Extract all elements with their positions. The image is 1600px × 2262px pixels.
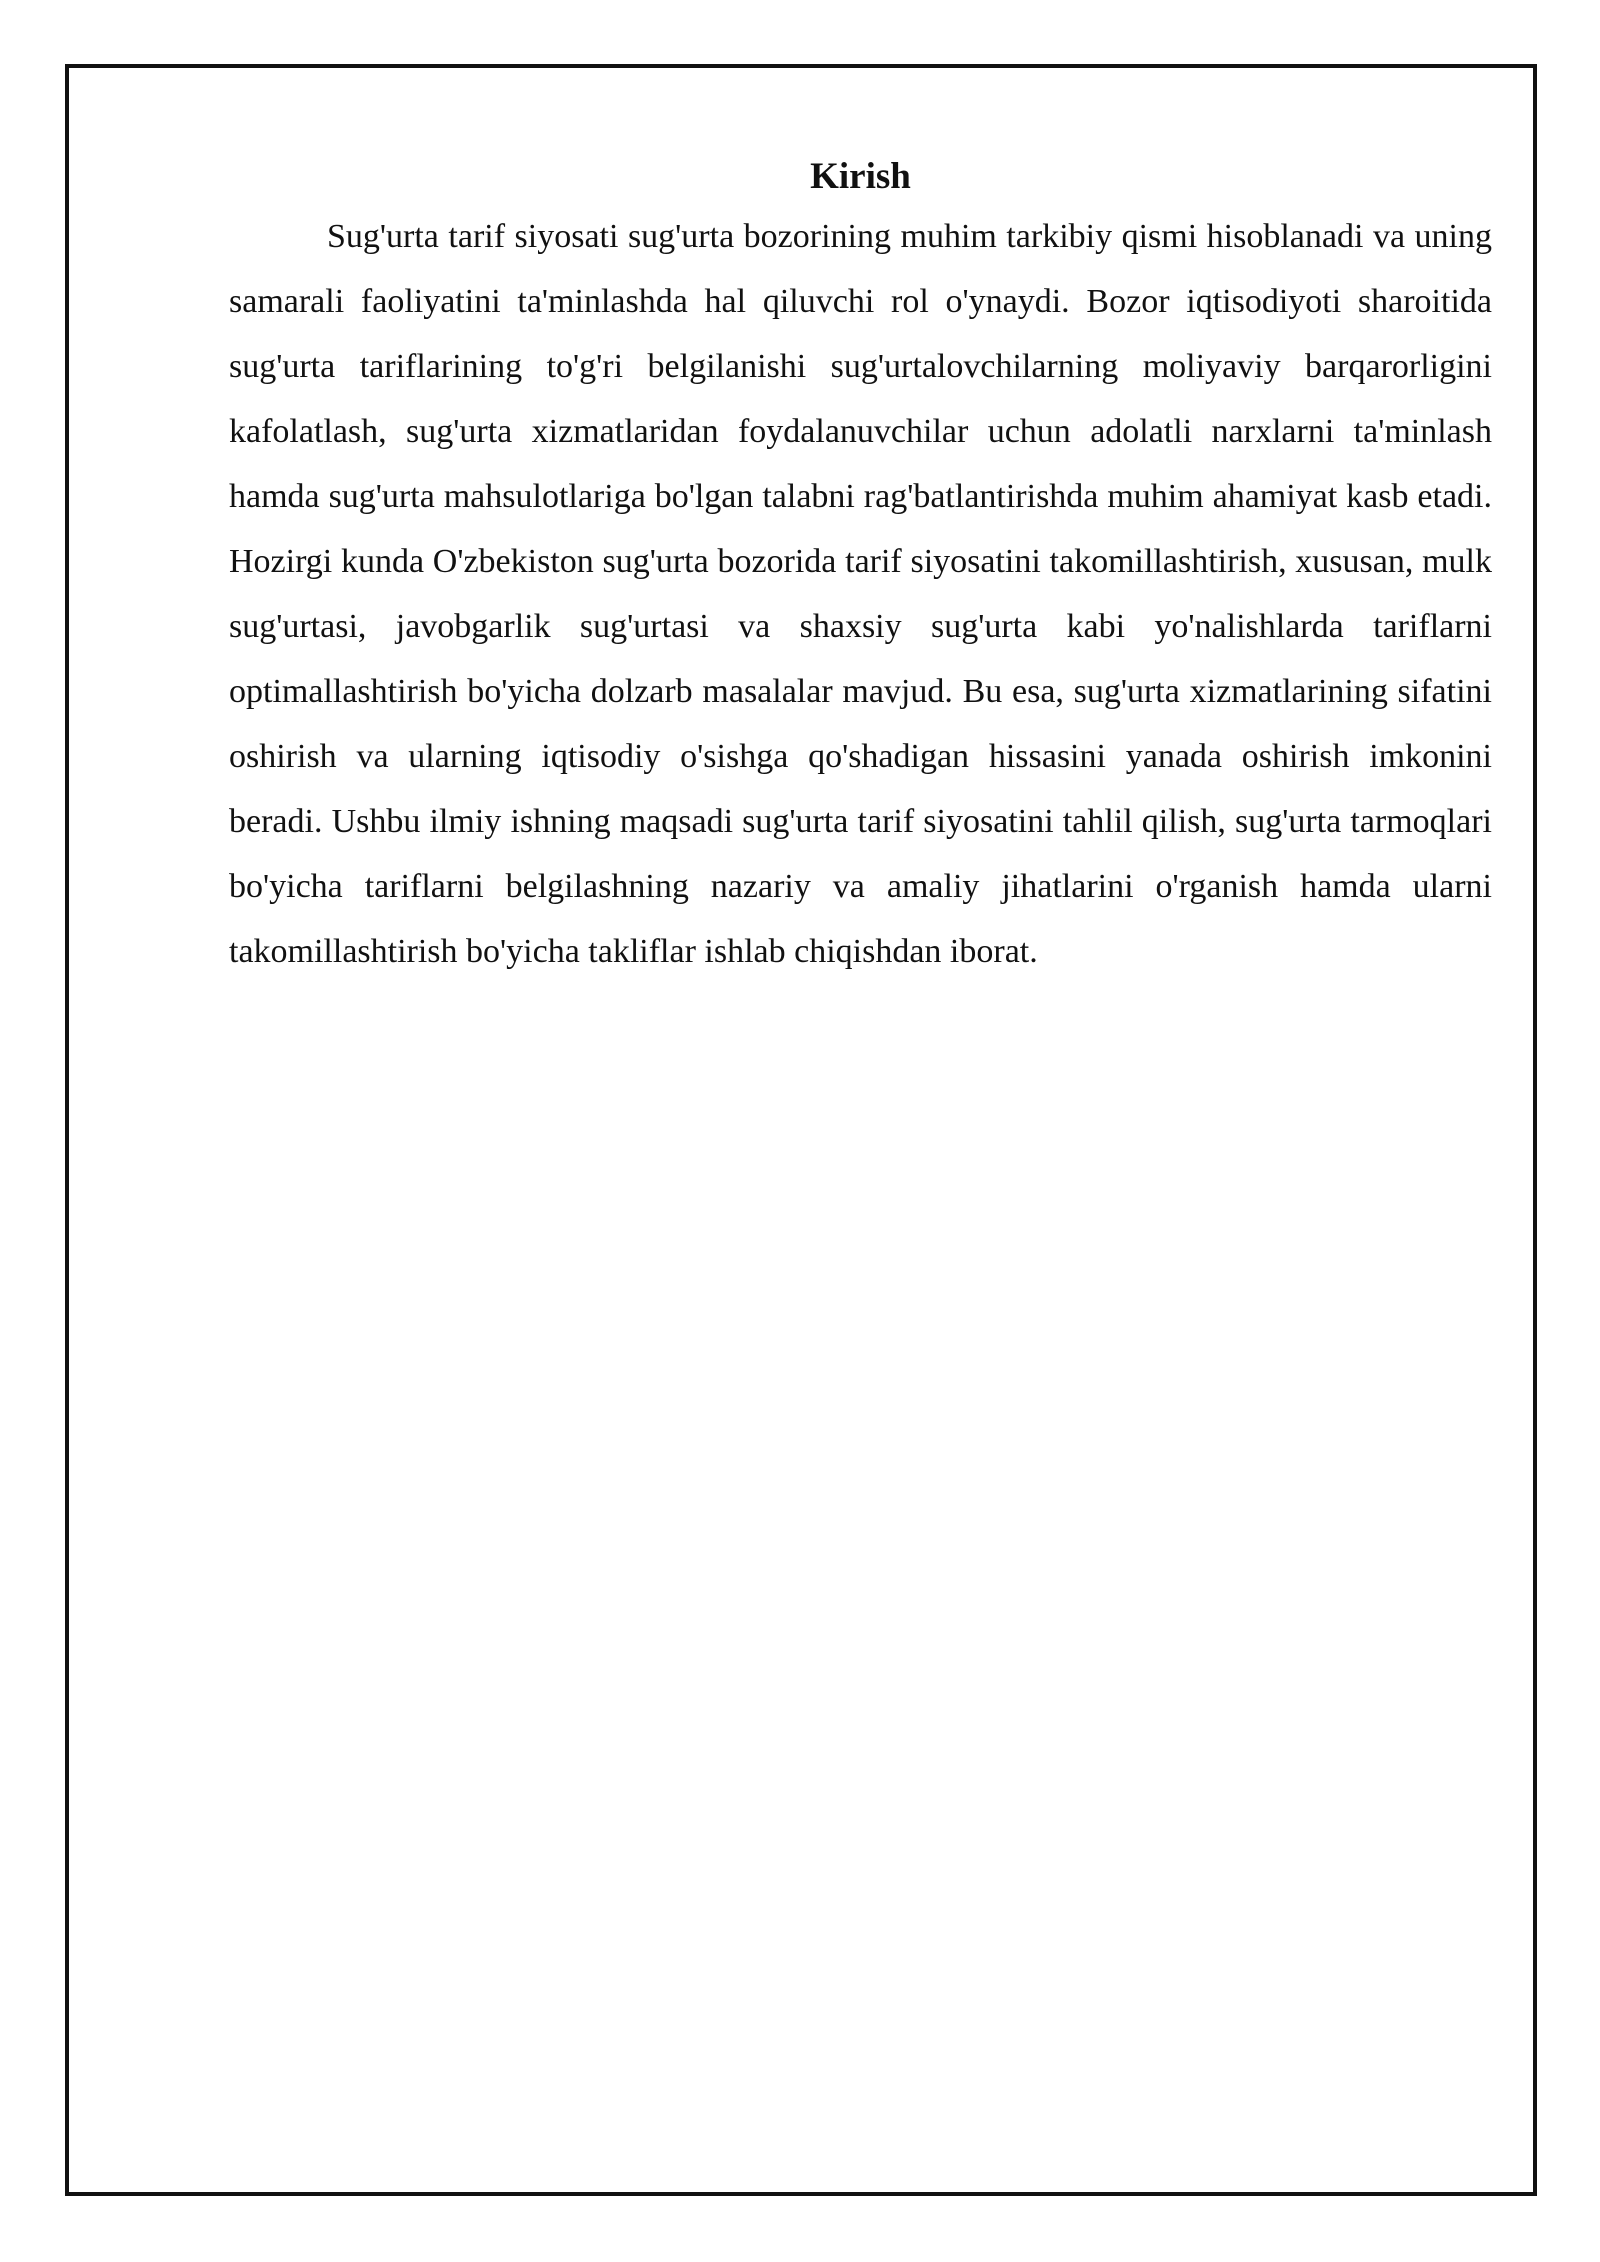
page-title: Kirish: [810, 156, 911, 197]
intro-paragraph: Sug'urta tarif siyosati sug'urta bozorining muhim tarkibiy qismi hisoblanadi va uning samarali faoliyatini ta'minlashda hal qiluvchi rol o'ynaydi. Bozor iqtisodiyoti sharoitida sug'urta tariflarining to'g'ri belgilanishi sug'urtalovchilarning moliyaviy barqarorligini kafolatlash, sug'urta xizmatlaridan foydalanuvchilar uchun adolatli narxlarni ta'minlash hamda sug'urta mahsulotlariga bo'lgan talabni rag'batlantirishda muhim ahamiyat kasb etadi. Hozirgi kunda O'zbekiston sug'urta bozorida tarif siyosatini takomillashtirish, xususan, mulk sug'urtasi, javobgarlik sug'urtasi va shaxsiy sug'urta kabi yo'nalishlarda tariflarni optimallashtirish bo'yicha dolzarb masalalar mavjud. Bu esa, sug'urta xizmatlarining sifatini oshirish va ularning iqtisodiy o'sishga qo'shadigan hissasini yanada oshirish imkonini beradi. Ushbu ilmiy ishning maqsadi sug'urta tarif siyosatini tahlil qilish, sug'urta tarmoqlari bo'yicha tariflarni belgilashning nazariy va amaliy jihatlarini o'rganish hamda ularni takomillashtirish bo'yicha takliflar ishlab chiqishdan iborat.: [229, 218, 1492, 970]
document-body: [229, 150, 1492, 984]
